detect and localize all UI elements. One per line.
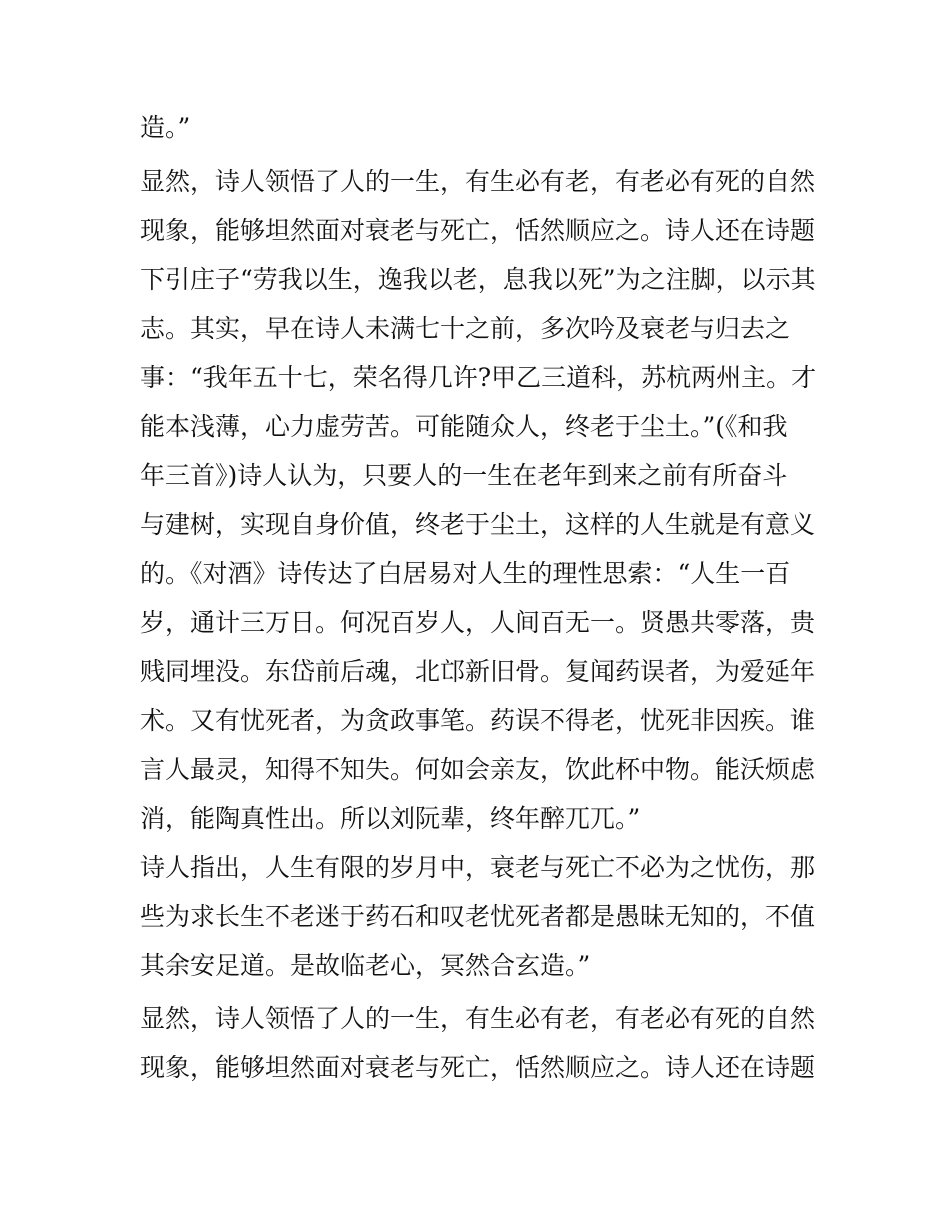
text-line: 年三首》)诗人认为，只要人的一生在老年到来之前有所奋斗 (140, 461, 788, 490)
text-line: 言人最灵，知得不知失。何如会亲友，饮此杯中物。能沃烦虑 (140, 755, 816, 784)
text-line: 的。《对酒》诗传达了白居易对人生的理性思索：“人生一百 (140, 559, 791, 588)
text-line: 现象，能够坦然面对衰老与死亡，恬然顺应之。诗人还在诗题 (140, 216, 816, 245)
text-line: 事：“我年五十七，荣名得几许?甲乙三道科，苏杭两州主。才 (140, 363, 817, 392)
text-line: 显然，诗人领悟了人的一生，有生必有老，有老必有死的自然 (140, 167, 816, 196)
text-line: 下引庄子“劳我以生，逸我以老，息我以死”为之注脚，以示其 (140, 265, 816, 294)
text-line: 志。其实，早在诗人未满七十之前，多次吟及衰老与归去之 (140, 314, 791, 343)
text-line: 消，能陶真性出。所以刘阮辈，终年醉兀兀。” (140, 804, 641, 833)
text-line: 术。又有忧死者，为贪政事笔。药误不得老，忧死非因疾。谁 (140, 706, 816, 735)
text-line: 造。” (140, 113, 191, 142)
text-line: 能本浅薄，心力虚劳苦。可能随众人，终老于尘土。”(《和我 (140, 412, 788, 441)
text-line: 贱同埋没。东岱前后魂，北邙新旧骨。复闻药误者，为爱延年 (140, 657, 816, 686)
text-line: 与建树，实现自身价值，终老于尘土，这样的人生就是有意义 (140, 510, 816, 539)
text-line: 诗人指出，人生有限的岁月中，衰老与死亡不必为之忧伤，那 (140, 853, 816, 882)
text-line: 其余安足道。是故临老心，冥然合玄造。” (140, 951, 591, 980)
text-line: 显然，诗人领悟了人的一生，有生必有老，有老必有死的自然 (140, 1004, 816, 1033)
text-line: 岁，通计三万日。何况百岁人，人间百无一。贤愚共零落，贵 (140, 608, 816, 637)
text-line: 些为求长生不老迷于药石和叹老忧死者都是愚昧无知的，不值 (140, 902, 816, 931)
text-line: 现象，能够坦然面对衰老与死亡，恬然顺应之。诗人还在诗题 (140, 1053, 816, 1082)
